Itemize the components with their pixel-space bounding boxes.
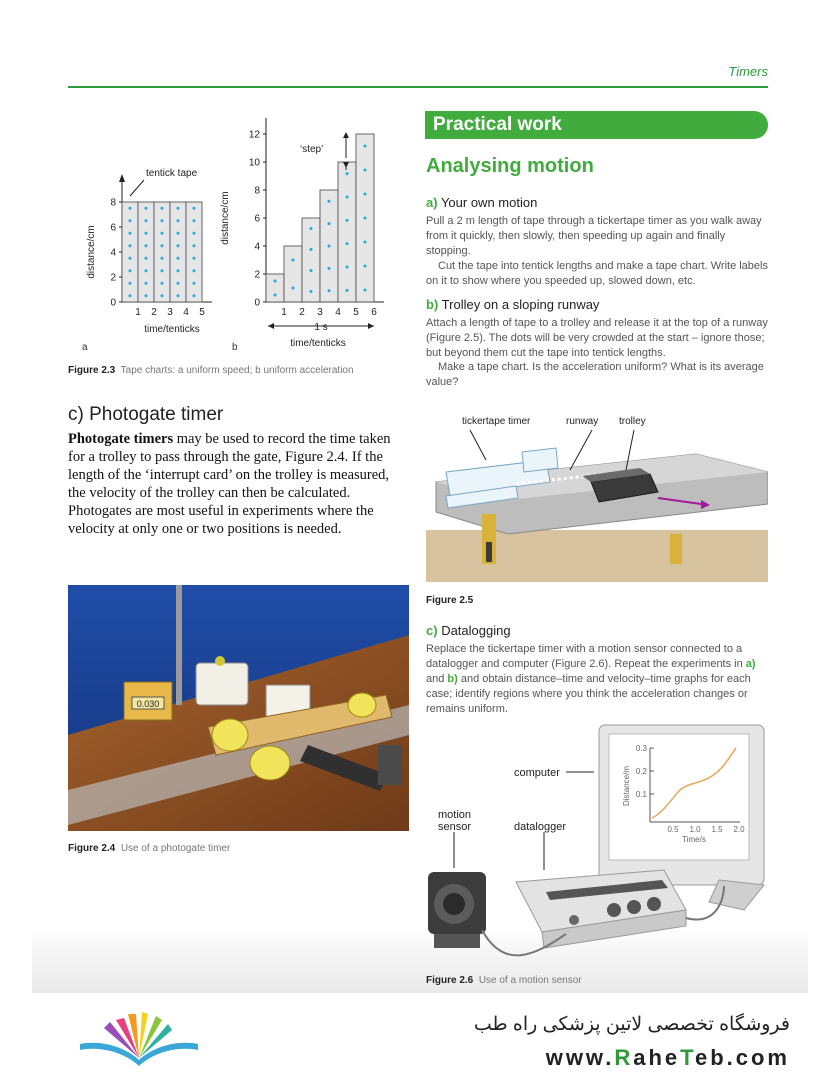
timer-display: 0.030 (136, 699, 160, 709)
y-tick-label: 6 (254, 213, 260, 225)
subhead-a-letter: a) (426, 195, 438, 210)
title-pointer (130, 180, 144, 196)
tape-dot (346, 196, 349, 199)
tape-dot (177, 232, 180, 235)
paragraph-c1-end: and obtain distance–time and velocity–time graphs for each case; identify regions where you think the acceleration changes or remains uniform. (426, 673, 751, 715)
tape-dot (145, 244, 148, 247)
figure-2-6-label: Figure 2.6 (426, 975, 474, 986)
y-tick-label: 0 (254, 297, 260, 309)
screen-xlabel: Time/s (682, 835, 706, 844)
photogate-paragraph (68, 430, 404, 538)
ref-a: a) (745, 658, 756, 670)
step-label: ‘step’ (300, 144, 324, 155)
tape-dot (193, 219, 196, 222)
site-part-3: eb.com (694, 1045, 790, 1070)
tape-dot (145, 232, 148, 235)
tape-dot (310, 227, 313, 230)
subhead-b-letter: b) (426, 297, 439, 312)
tape-dot (129, 257, 132, 260)
tape-dot (129, 207, 132, 210)
datalogger-label: datalogger (514, 821, 566, 833)
x-tick-label: 1 (281, 307, 287, 318)
screen-ylabel: Distance/m (622, 765, 631, 807)
tickertape-timer-label: tickertape timer (462, 416, 531, 427)
panel-label-b: b (232, 342, 238, 353)
tape-dot (177, 219, 180, 222)
tape-dot (364, 193, 367, 196)
tape-dot (193, 244, 196, 247)
paragraph-a2: Cut the tape into tentick lengths and make a tape chart. Write labels on it to show where you speeded up, slowed down, etc. (426, 260, 768, 287)
tape-bar (122, 202, 138, 302)
tape-dot (177, 269, 180, 272)
span-label: 1 s (314, 322, 328, 333)
tape-bar (170, 202, 186, 302)
tape-bar (284, 246, 302, 302)
tape-chart-b (220, 118, 384, 349)
tape-dot (177, 257, 180, 260)
chart-a-title: tentick tape (146, 168, 198, 179)
step-arrowhead-up (343, 132, 349, 138)
paragraph-c1 (426, 642, 768, 717)
x-tick-label: 5 (199, 307, 205, 318)
trolley-label: trolley (619, 416, 646, 427)
figure-2-6-text: Use of a motion sensor (478, 975, 582, 986)
y-tick-label: 6 (110, 222, 116, 234)
computer-label: computer (514, 767, 560, 779)
x-axis-label: time/tenticks (290, 338, 346, 349)
tape-dot (145, 282, 148, 285)
x-tick-label: 5 (353, 307, 359, 318)
subhead-b (426, 297, 599, 312)
x-axis-label: time/tenticks (144, 324, 200, 335)
site-part-2: ahe (633, 1045, 681, 1070)
figure-2-5-label: Figure 2.5 (426, 595, 474, 606)
tape-dot (145, 257, 148, 260)
tape-dot (129, 282, 132, 285)
runway-figure (426, 412, 768, 582)
tape-dot (193, 257, 196, 260)
subhead-c (426, 623, 511, 638)
figure-2-4-text: Use of a photogate timer (120, 843, 231, 854)
ref-b: b) (447, 673, 458, 685)
footer-persian-text: فروشگاه تخصصی لاتین پزشکی راه طب (473, 1014, 790, 1035)
tape-bar (186, 202, 202, 302)
tape-dot (274, 280, 277, 283)
tape-chart-figure (68, 118, 408, 358)
subhead-b-title: Trolley on a sloping runway (441, 297, 600, 312)
motion-sensor-label-2: sensor (438, 821, 472, 833)
y-tick-label: 8 (254, 185, 260, 197)
site-part-1: www. (545, 1045, 615, 1070)
tape-dot (328, 200, 331, 203)
tape-dot (346, 289, 349, 292)
runway-label: runway (566, 416, 599, 427)
subhead-a-title: Your own motion (440, 195, 538, 210)
tape-dot (129, 232, 132, 235)
paragraph-b2: Make a tape chart. Is the acceleration uniform? What is its average value? (426, 361, 764, 388)
motion-sensor-label-1: motion (438, 809, 472, 821)
y-tick-label: 0 (110, 297, 116, 309)
tape-dot (346, 219, 349, 222)
book-logo (76, 1010, 202, 1070)
y-tick-label: 12 (248, 129, 260, 141)
running-head: Timers (728, 64, 768, 79)
site-part-R: R (614, 1045, 634, 1070)
paragraph-c1-and: and (426, 673, 448, 685)
tape-dot (161, 232, 164, 235)
tape-dot (328, 289, 331, 292)
tape-dot (193, 232, 196, 235)
x-tick-label: 4 (335, 307, 341, 318)
tape-dot (129, 219, 132, 222)
span-arrow-left (268, 323, 274, 329)
x-tick-label: 3 (317, 307, 323, 318)
site-part-T: T (680, 1045, 695, 1070)
tape-bar (138, 202, 154, 302)
paragraph-c1-start: Replace the tickertape timer with a motion sensor connected to a datalogger and computer (Figure 2.6). Repeat the experiments in (426, 643, 746, 670)
screen-xtick-3: 1.5 (711, 825, 723, 834)
tape-dot (145, 294, 148, 297)
footer-website (440, 1045, 790, 1071)
tape-bar (302, 218, 320, 302)
tape-dot (310, 269, 313, 272)
tape-bar (266, 274, 284, 302)
tape-dot (193, 294, 196, 297)
photogate-photo (68, 585, 409, 831)
header-rule (68, 86, 768, 88)
tape-dot (346, 266, 349, 269)
tape-dot (274, 294, 277, 297)
y-tick-label: 8 (110, 197, 116, 209)
tape-dot (292, 259, 295, 262)
tape-dot (364, 217, 367, 220)
tape-dot (129, 269, 132, 272)
photogate-heading: c) Photogate timer (68, 404, 224, 425)
tape-dot (310, 248, 313, 251)
tape-dot (310, 290, 313, 293)
y-axis-label: distance/cm (86, 225, 97, 279)
tape-dot (177, 207, 180, 210)
subhead-a (426, 195, 537, 210)
x-tick-label: 4 (183, 307, 189, 318)
y-tick-label: 10 (248, 157, 260, 169)
tape-dot (161, 294, 164, 297)
screen-ytick-1: 0.1 (635, 790, 647, 799)
figure-2-4-label: Figure 2.4 (68, 843, 116, 854)
figure-2-5-caption (426, 595, 473, 606)
screen-ytick-3: 0.3 (635, 744, 647, 753)
tape-dot (129, 244, 132, 247)
tape-dot (193, 282, 196, 285)
tape-dot (346, 242, 349, 245)
tape-dot (328, 222, 331, 225)
tape-dot (364, 145, 367, 148)
analysing-heading: Analysing motion (426, 155, 594, 177)
subhead-c-title: Datalogging (441, 623, 511, 638)
tape-dot (145, 269, 148, 272)
tape-bar (338, 162, 356, 302)
tape-dot (129, 294, 132, 297)
screen-xtick-1: 0.5 (667, 825, 679, 834)
subhead-c-letter: c) (426, 623, 438, 638)
tape-dot (161, 269, 164, 272)
y-tick-label: 4 (110, 247, 116, 259)
tape-dot (364, 289, 367, 292)
tape-dot (161, 257, 164, 260)
screen-xtick-4: 2.0 (733, 825, 745, 834)
tape-dot (364, 241, 367, 244)
tape-dot (161, 219, 164, 222)
y-tick-label: 4 (254, 241, 260, 253)
tape-dot (328, 267, 331, 270)
figure-2-6-caption (426, 975, 582, 986)
figure-2-3-label: Figure 2.3 (68, 365, 116, 376)
x-tick-label: 1 (135, 307, 141, 318)
photogate-lead: Photogate timers (68, 431, 174, 447)
x-tick-label: 6 (371, 307, 377, 318)
tape-bar (154, 202, 170, 302)
tape-dot (145, 219, 148, 222)
tape-dot (177, 244, 180, 247)
tape-dot (177, 294, 180, 297)
screen-xtick-2: 1.0 (689, 825, 701, 834)
y-axis-arrow (119, 174, 125, 182)
y-axis-label: distance/cm (220, 191, 231, 245)
tape-dot (161, 282, 164, 285)
span-arrow-right (368, 323, 374, 329)
figure-2-4-caption (68, 843, 230, 854)
tape-dot (292, 287, 295, 290)
practical-work-banner: Practical work (425, 111, 768, 139)
tape-dot (346, 172, 349, 175)
x-tick-label: 2 (151, 307, 157, 318)
tape-dot (193, 269, 196, 272)
tape-dot (161, 244, 164, 247)
paragraph-b1: Attach a length of tape to a trolley and release it at the top of a runway (Figure 2.5). The dots will be very crowded at the start – ignore those; but beyond them cut the tape into tentick lengths. (426, 317, 768, 359)
motion-sensor-figure (424, 720, 774, 972)
tape-dot (328, 245, 331, 248)
x-tick-label: 2 (299, 307, 305, 318)
tape-dot (364, 265, 367, 268)
figure-2-3-text: Tape charts: a uniform speed; b uniform acceleration (120, 365, 354, 376)
tape-dot (145, 207, 148, 210)
tape-chart-a (86, 168, 212, 335)
screen-ytick-2: 0.2 (635, 767, 647, 776)
y-tick-label: 2 (110, 272, 116, 284)
tape-dot (177, 282, 180, 285)
paragraph-a1: Pull a 2 m length of tape through a tickertape timer as you walk away from it quickly, then slowly, then speeding up again and finally stopping. (426, 215, 762, 257)
tape-dot (193, 207, 196, 210)
figure-2-3-caption (68, 365, 354, 376)
photogate-body: may be used to record the time taken for a trolley to pass through the gate, Figure 2.4. If the length of the ‘interrupt card’ on the trolley is measured, the velocity of the trolley can then be calculated. Photogates are most useful in experiments where the velocity at only one or two positions is needed. (68, 431, 391, 537)
tape-dot (161, 207, 164, 210)
x-tick-label: 3 (167, 307, 173, 318)
panel-label-a: a (82, 342, 88, 353)
tape-dot (364, 169, 367, 172)
y-tick-label: 2 (254, 269, 260, 281)
